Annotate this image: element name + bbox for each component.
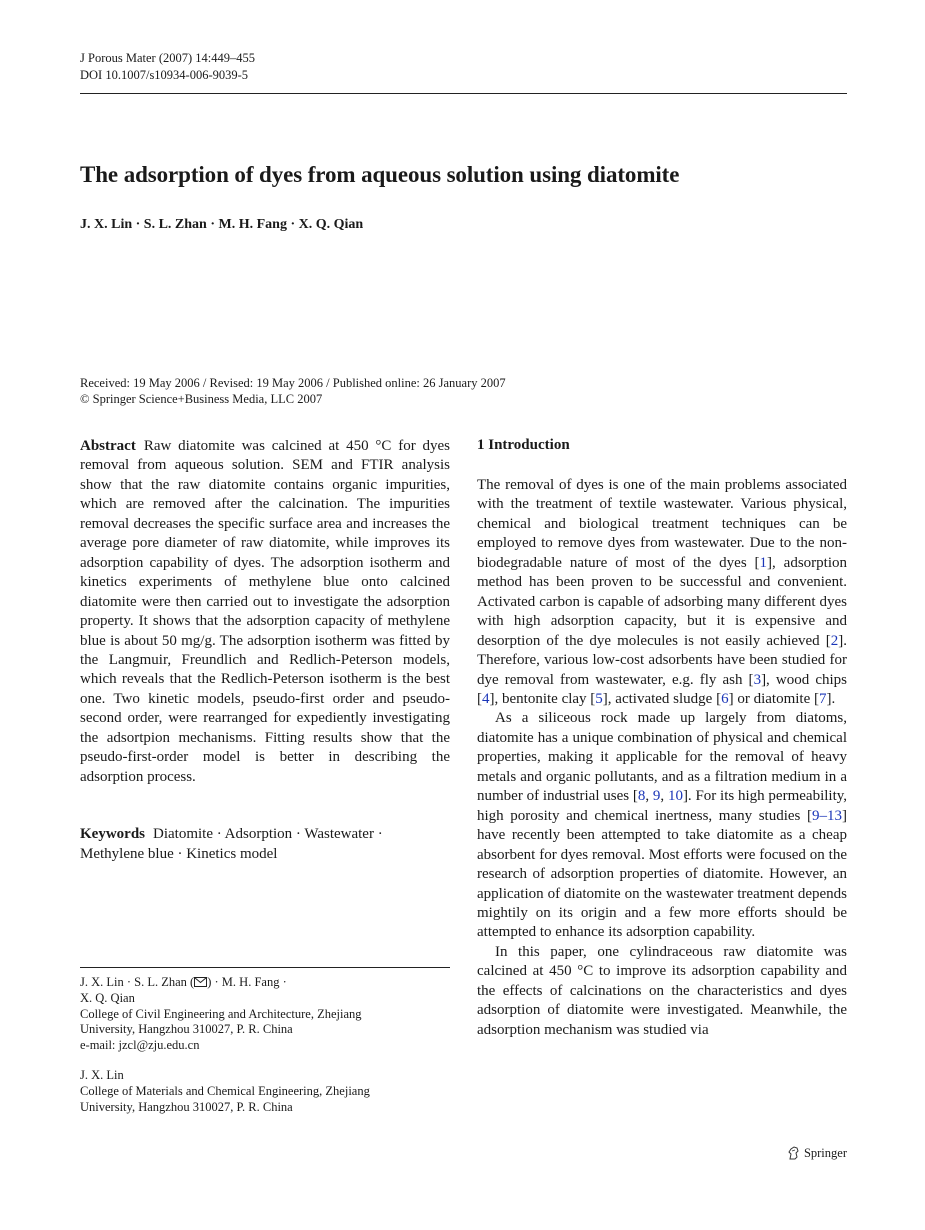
citation-link[interactable]: 6 — [721, 690, 729, 707]
intro-paragraph-1: The removal of dyes is one of the main problems associated with the treatment of textile wastewater. Various physical, chemical and biological treatment techniques can be employed to remove dyes from wastewater. Due to the non-biodegradable nature of most of the dyes [1], adsorption method has been proven to be successful and convenient. Activated carbon is capable of adsorbing many different dyes with high adsorption capacity, but it is expensive and desorption of the dye molecules is not easily achieved [2]. Therefore, various low-cost adsorbents have been studied for dye removal from wastewater, e.g. fly ash [3], wood chips [4], bentonite clay [5], activated sludge [6] or diatomite [7]. — [477, 477, 847, 707]
journal-citation: J Porous Mater (2007) 14:449–455 — [80, 51, 255, 65]
citation-link[interactable]: 7 — [818, 690, 827, 707]
affiliation-rule — [80, 967, 450, 968]
author-list: J. X. Lin · S. L. Zhan · M. H. Fang · X. Q. Qian — [80, 217, 364, 232]
citation-link[interactable]: 2 — [830, 632, 839, 649]
citation-link[interactable]: 4 — [482, 690, 490, 707]
header-rule — [80, 93, 847, 94]
citation-link[interactable]: 8 — [637, 788, 646, 805]
affiliation2-author: J. X. Lin — [80, 1068, 124, 1082]
abstract-label: Abstract — [80, 438, 136, 454]
affiliation2-institution: College of Materials and Chemical Engineering, Zhejiang — [80, 1083, 370, 1098]
citation-link[interactable]: 3 — [753, 671, 762, 688]
affiliation-block-1 — [80, 975, 450, 1054]
citation-link[interactable]: 9–13 — [812, 807, 842, 824]
copyright: © Springer Science+Business Media, LLC 2007 — [80, 392, 323, 406]
affiliation-block-2 — [80, 1068, 450, 1115]
doi: DOI 10.1007/s10934-006-9039-5 — [80, 68, 249, 82]
article-title: The adsorption of dyes from aqueous solution using diatomite — [80, 162, 680, 187]
publisher-name: Springer — [803, 1145, 847, 1160]
affiliation-email: e-mail: jzcl@zju.edu.cn — [80, 1038, 200, 1053]
affiliation-author-2: X. Q. Qian — [80, 990, 135, 1005]
keywords-label: Keywords — [80, 826, 145, 842]
affiliation-authors-cont: ) · M. H. Fang · — [207, 975, 287, 989]
citation-link[interactable]: 1 — [759, 554, 768, 571]
citation-link[interactable]: 10 — [667, 788, 683, 805]
introduction-body — [477, 476, 847, 1040]
springer-horse-icon — [787, 1145, 801, 1161]
citation-link[interactable]: 9 — [652, 788, 661, 805]
affiliation-address: University, Hangzhou 310027, P. R. China — [80, 1022, 293, 1037]
publisher-logo — [787, 1145, 847, 1161]
keywords — [80, 825, 450, 864]
affiliation2-address: University, Hangzhou 310027, P. R. China — [80, 1099, 293, 1114]
envelope-icon — [194, 977, 207, 987]
keywords-text: Diatomite · Adsorption · Wastewater · Methylene blue · Kinetics model — [80, 826, 383, 862]
citation-link[interactable]: 5 — [595, 690, 603, 707]
affiliation-institution: College of Civil Engineering and Architecture, Zhejiang — [80, 1006, 362, 1021]
abstract — [80, 437, 450, 787]
intro-paragraph-2: As a siliceous rock made up largely from diatoms, diatomite has a unique combination of physical and chemical properties, making it applicable for the removal of heavy metals and organic pollutants, and as a filtration medium in a number of industrial uses [8, 9, 10]. For its high permeability, high porosity and chemical inertness, many studies [9–13] have recently been attempted to take diatomite as a cheap absorbent for dyes removal. Most efforts were focused on the research of adsorption properties of diatomite. However, an application of diatomite on the wastewater treatment depends mightily on its origin and a few more efforts should be attempted to enhance its adsorption capability. — [477, 710, 848, 941]
intro-paragraph-3: In this paper, one cylindraceous raw diatomite was calcined at 450 °C to improve its adsorption capability and the effects of calcinations on the characteristics and dyes adsorption of diatomite were investigated. Meanwhile, the adsorption mechanism was studied via — [477, 943, 847, 1038]
abstract-text: Raw diatomite was calcined at 450 °C for dyes removal from aqueous solution. SEM and FTIR analysis show that the raw diatomite contains organic impurities, which are removed after the calcination. The impurities removal decreases the specific surface area and increases the average pore diameter of raw diatomite, while improves its adsorption capability of dyes. The adsorption isotherm and kinetics experiments of methylene blue onto calcined diatomite were then carried out to investigate the adsorption property. It shows that the adsorption capacity of methylene blue is about 50 mg/g. The adsorption isotherm was fitted by the Langmuir, Freundlich and Redlich-Peterson models, which reveals that the Redlich-Peterson isotherm is the best one. Two kinetic models, pseudo-first order and pseudo-second order, were rearranged for expediently investigating the adsortpion mechanisms. Fitting results show that the pseudo-first-order model is better in describing the adsorption process. — [80, 438, 450, 785]
section-heading-introduction: 1 Introduction — [477, 437, 570, 453]
affiliation-authors: J. X. Lin · S. L. Zhan ( — [80, 975, 195, 989]
publication-dates: Received: 19 May 2006 / Revised: 19 May 2006 / Published online: 26 January 2007 — [80, 376, 506, 390]
